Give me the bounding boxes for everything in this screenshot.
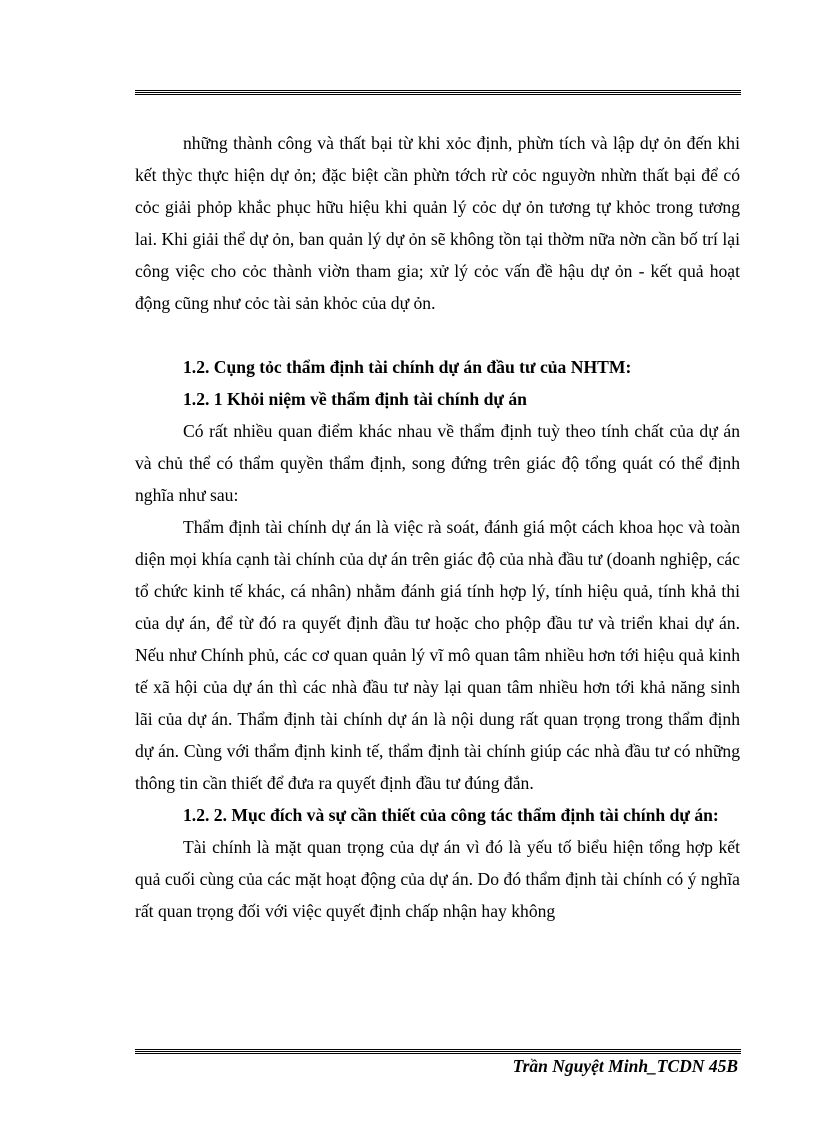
section-heading-1-2: 1.2. Cụng tỏc thẩm định tài chính dự án đầu tư của NHTM: [183, 357, 632, 377]
page-body [135, 127, 740, 927]
subsection-heading-1-2-2: 1.2. 2. Mục đích và sự cần thiết của công tác thẩm định tài chính dự án: [183, 805, 719, 825]
spacer [135, 319, 740, 351]
paragraph-financial-importance: Tài chính là mặt quan trọng của dự án vì đó là yếu tố biểu hiện tổng hợp kết quả cuối cùng của các mặt hoạt động của dự án. Do đó thẩm định tài chính có ý nghĩa rất quan trọng đối với việc quyết định chấp nhận hay không [135, 837, 740, 921]
page-footer-author: Trần Nguyệt Minh_TCDN 45B [512, 1056, 738, 1076]
paragraph-definitions-intro: Có rất nhiều quan điểm khác nhau về thẩm định tuỳ theo tính chất của dự án và chủ thể có thẩm quyền thẩm định, song đứng trên giác độ tổng quát có thể định nghĩa như sau: [135, 421, 740, 505]
paragraph-financial-appraisal-definition: Thẩm định tài chính dự án là việc rà soát, đánh giá một cách khoa học và toàn diện mọi khía cạnh tài chính của dự án trên giác độ của nhà đầu tư (doanh nghiệp, các tổ chức kinh tế khác, cá nhân) nhằm đánh giá tính hợp lý, tính hiệu quả, tính khả thi của dự án, để từ đó ra quyết định đầu tư hoặc cho phộp đầu tư và triển khai dự án. Nếu như Chính phủ, các cơ quan quản lý vĩ mô quan tâm nhiều hơn tới hiệu quả kinh tế xã hội của dự án thì các nhà đầu tư này lại quan tâm nhiều hơn tới khả năng sinh lãi của dự án. Thẩm định tài chính dự án là nội dung rất quan trọng trong thẩm định dự án. Cùng với thẩm định kinh tế, thẩm định tài chính giúp các nhà đầu tư có những thông tin cần thiết để đưa ra quyết định đầu tư đúng đắn. [135, 517, 740, 793]
subsection-heading-1-2-1: 1.2. 1 Khỏi niệm về thẩm định tài chính dự án [183, 389, 527, 409]
header-rule [135, 90, 741, 96]
paragraph-project-closure: những thành công và thất bại từ khi xỏc định, phừn tích và lập dự ỏn đến khi kết thỳc thực hiện dự ỏn; đặc biệt cần phừn tớch rừ cỏc nguyờn nhừn thất bại để có cỏc giải phỏp khắc phục hữu hiệu khi quản lý cỏc dự ỏn tương tự khỏc trong tương lai. Khi giải thể dự ỏn, ban quản lý dự ỏn sẽ không tồn tại thờm nữa nờn cần bố trí lại công việc cho cỏc thành viờn tham gia; xử lý cỏc vấn đề hậu dự ỏn - kết quả hoạt động cũng như cỏc tài sản khỏc của dự ỏn. [135, 133, 740, 313]
